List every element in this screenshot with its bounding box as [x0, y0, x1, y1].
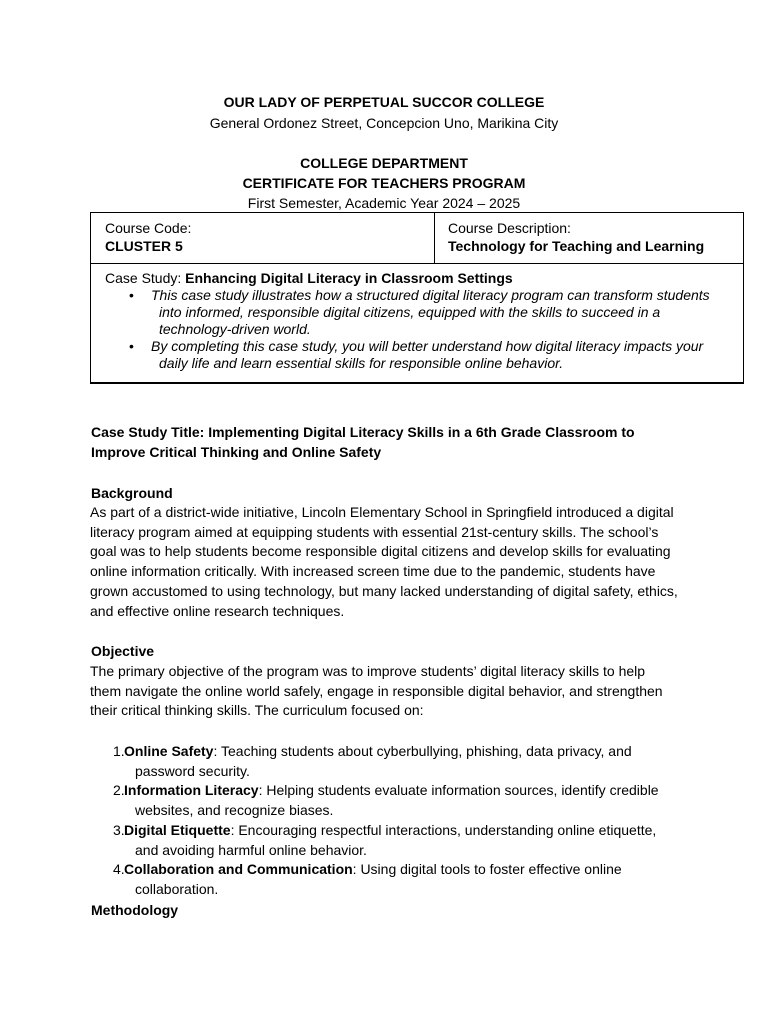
- course-description-value: Technology for Teaching and Learning: [448, 238, 705, 254]
- methodology-heading: Methodology: [91, 902, 179, 918]
- course-info-table: [90, 212, 744, 384]
- list-term: Collaboration and Communication: [124, 861, 353, 878]
- background-heading: Background: [91, 485, 173, 501]
- course-code-label: Course Code:: [105, 220, 192, 236]
- course-description-label: Course Description:: [448, 220, 571, 236]
- list-item: [90, 781, 680, 820]
- institution-name: OUR LADY OF PERPETUAL SUCCOR COLLEGE: [223, 94, 545, 110]
- list-number: 2.: [113, 782, 125, 799]
- background-paragraph: As part of a district-wide initiative, Lincoln Elementary School in Springfield introduced a digital literacy program aimed at equipping students with essential 21st-century skills. The school’s goal was to help students become responsible digital citizens and develop skills for evaluating online information critically. With increased screen time due to the pandemic, students have grown accustomed to using technology, but many lacked understanding of digital safety, ethics, and effective online research techniques.: [90, 504, 678, 619]
- course-code-cell: [91, 213, 435, 263]
- case-study-bullet: [105, 338, 731, 372]
- course-description-cell: [435, 213, 743, 263]
- case-study-heading: [105, 270, 731, 287]
- list-number: 1.: [113, 743, 125, 759]
- list-term: Online Safety: [124, 743, 214, 759]
- list-item: [90, 742, 680, 781]
- focus-list: [90, 742, 680, 900]
- list-term: Information Literacy: [124, 782, 259, 799]
- objective-paragraph: The primary objective of the program was to improve students’ digital literacy skills to help them navigate the online world safely, engage in responsible digital behavior, and strengthen their critical thinking skills. The curriculum focused on:: [90, 663, 663, 719]
- bullet-icon: •: [129, 287, 134, 303]
- case-study-name: Enhancing Digital Literacy in Classroom Settings: [185, 270, 513, 286]
- objective-heading: Objective: [91, 643, 155, 659]
- institution-address: General Ordonez Street, Concepcion Uno, Marikina City: [209, 115, 559, 131]
- program-name: CERTIFICATE FOR TEACHERS PROGRAM: [242, 175, 526, 191]
- case-study-label: Case Study:: [105, 270, 186, 286]
- list-number: 4.: [113, 861, 125, 878]
- case-study-cell: [91, 264, 743, 382]
- list-item: [90, 821, 680, 860]
- bullet-text: This case study illustrates how a structured digital literacy program can transform students into informed, responsible digital citizens, equipped with the skills to succeed in a technology-driven world.: [151, 287, 710, 337]
- list-description: : Teaching students about cyberbullying, phishing, data privacy, and password security.: [135, 743, 632, 779]
- list-description: : Encouraging respectful interactions, understanding online etiquette, and avoiding harmful online behavior.: [135, 821, 657, 858]
- list-term: Digital Etiquette: [124, 821, 231, 838]
- case-study-bullet: [105, 287, 731, 338]
- list-description: : Helping students evaluate information sources, identify credible websites, and recognize biases.: [135, 782, 659, 819]
- list-item: [90, 860, 680, 899]
- bullet-icon: •: [129, 338, 134, 354]
- course-code-value: CLUSTER 5: [105, 238, 183, 254]
- course-info-row: [91, 213, 743, 264]
- case-study-title: Case Study Title: Implementing Digital Literacy Skills in a 6th Grade Classroom to Improve Critical Thinking and Online Safety: [91, 424, 635, 460]
- bullet-text: By completing this case study, you will better understand how digital literacy impacts your daily life and learn essential skills for responsible online behavior.: [151, 338, 704, 371]
- list-description: : Using digital tools to foster effective online collaboration.: [135, 861, 622, 897]
- academic-term: First Semester, Academic Year 2024 – 2025: [247, 195, 521, 211]
- list-number: 3.: [113, 821, 125, 838]
- department-name: COLLEGE DEPARTMENT: [300, 155, 468, 171]
